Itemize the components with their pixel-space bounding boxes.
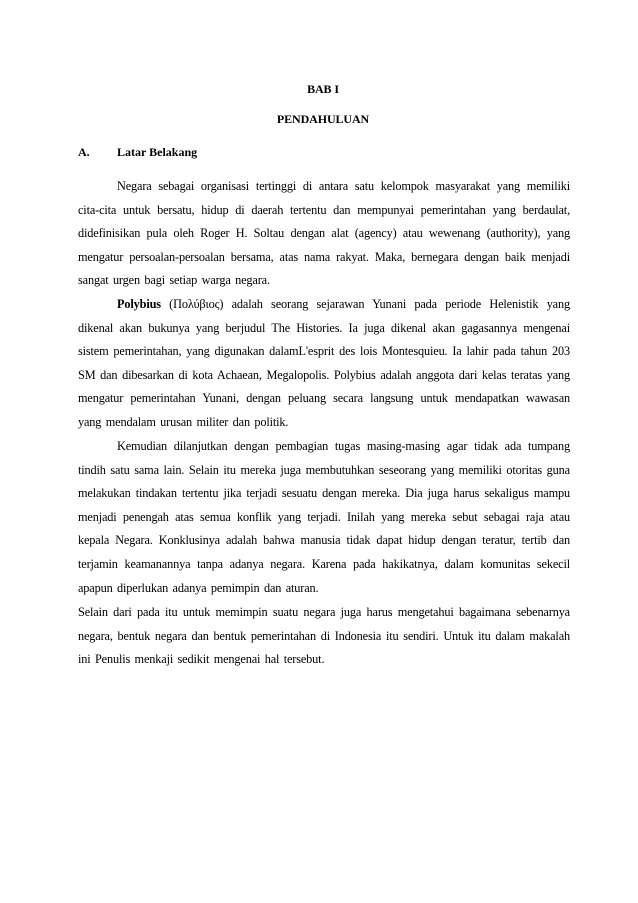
paragraph-4: Selain dari pada itu untuk memimpin suatu negara juga harus mengetahui bagaimana sebenarnya negara, bentuk negara dan bentuk pemerintahan di Indonesia itu sendiri. Untuk itu dalam makalah ini Penulis menkaji sedikit mengenai hal tersebut. [78,605,570,667]
section-heading [78,145,197,160]
chapter-title: PENDAHULUAN [276,112,370,126]
chapter-heading: BAB I [307,82,339,96]
paragraph-1: Negara sebagai organisasi tertinggi di antara satu kelompok masyarakat yang memiliki cita-cita untuk bersatu, hidup di daerah tertentu dan mempunyai pemerintahan yang berdaulat, didefinisikan pula oleh Roger H. Soltau dengan alat (agency) atau wewenang (authority), yang mengatur persoalan-persoalan bersama, atas nama rakyat. Maka, bernegara dengan baik menjadi sangat urgen bagi setiap warga negara. [78,179,570,288]
section-number: A. [78,145,90,159]
paragraph-2-lead: Polybius [117,297,161,311]
paragraph-2-text: (Πολύβιος) adalah seorang sejarawan Yunani pada periode Helenistik yang dikenal akan bukunya yang berjudul The Histories. Ia juga dikenal akan gagasannya mengenai sistem pemerintahan, yang digunakan dalamL'esprit des lois Montesquieu. Ia lahir pada tahun 203 SM dan dibesarkan di kota Achaean, Megalopolis. Polybius adalah anggota dari kelas teratas yang mengatur pemerintahan Yunani, dengan peluang secara langsung untuk mendapatkan wawasan yang mendalam urusan militer dan politik. [78,297,570,429]
paragraph-3: Kemudian dilanjutkan dengan pembagian tugas masing-masing agar tidak ada tumpang tindih satu sama lain. Selain itu mereka juga membutuhkan seseorang yang memiliki otoritas guna melakukan tindakan tertentu jika terjadi sesuatu dengan mereka. Dia juga harus sekaligus mampu menjadi penengah atas semua konflik yang terjadi. Inilah yang mereka sebut sebagai raja atau kepala Negara. Konklusinya adalah bahwa manusia tidak dapat hidup dengan teratur, tertib dan terjamin keamanannya tanpa adanya negara. Karena pada hakikatnya, dalam komunitas sekecil apapun diperlukan adanya pemimpin dan aturan. [78,439,570,595]
paragraph-2 [78,293,570,435]
section-title: Latar Belakang [117,145,198,159]
